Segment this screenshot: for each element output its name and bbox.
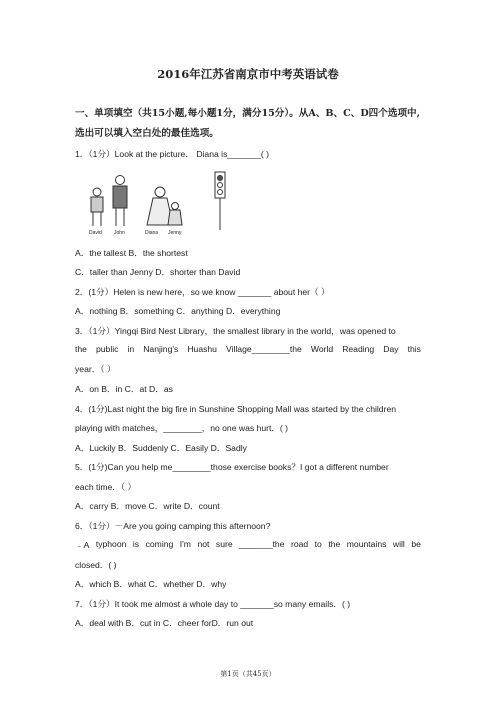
label-john: John — [114, 230, 125, 236]
word: in — [127, 344, 135, 354]
q6-options: A．which B．what C．whether D．why — [75, 579, 227, 589]
word: this — [407, 344, 421, 354]
word: Nanjing's — [143, 344, 179, 354]
word: be — [411, 539, 421, 549]
q2-stem: 2．(1分）Helen is new here，so we know _______ about her（ ） — [75, 287, 330, 297]
q4-options: A．Luckily B．Suddenly C．Easily D．Sadly — [75, 443, 247, 453]
word: _______the — [239, 539, 285, 549]
word: Village________the — [226, 344, 302, 354]
q7-stem: 7．（1分）It took me almost a whole day to _______so many emails．( ) — [75, 599, 351, 609]
q6-stem: 6．（1分）－Are you going camping this afternoon? — [75, 521, 271, 531]
q5-options: A．carry B．move C．write D．count — [75, 501, 220, 511]
q5-line1: 5．(1分)Can you help me________those exercise books？I got a different number — [75, 462, 389, 472]
word: typhoon — [95, 539, 127, 549]
q4-line1: 4．(1分)Last night the big fire in Sunshine Shopping Mall was started by the children — [75, 404, 397, 414]
word: the — [75, 344, 87, 354]
q3-line3: year．（ ） — [75, 364, 116, 374]
word: to — [314, 539, 322, 549]
q1-picture — [75, 170, 265, 240]
word: road — [290, 539, 309, 549]
q3-options: A．on B．in C．at D．as — [75, 384, 173, 394]
q3-line1: 3．（1分）Yingqi Bird Nest Library，the smallest library in the world，was opened to — [75, 326, 396, 336]
q2-options: A．nothing B．something C．anything D．everything — [75, 306, 281, 316]
page-footer: 第1页（共45页） — [220, 670, 276, 678]
q1-stem: 1．（1分）Look at the picture． Diana is_______( ) — [75, 149, 269, 159]
word: World — [310, 344, 334, 354]
q7-options: A．deal with B．cut in C．cheer forD．run out — [75, 618, 254, 628]
q3-line2 — [75, 344, 421, 354]
q6-line2 — [75, 539, 421, 551]
word: sure — [215, 539, 233, 549]
q1-options-cd: C．taller than Jenny D．shorter than David — [75, 267, 241, 277]
word: will — [392, 539, 405, 549]
word: Huashu — [187, 344, 217, 354]
word: not — [197, 539, 210, 549]
word: the — [328, 539, 341, 549]
word: Day — [383, 344, 399, 354]
page-title: 2016年江苏省南京市中考英语试卷 — [157, 67, 339, 81]
label-david: David — [89, 230, 102, 236]
q6-line3: closed．( ) — [75, 560, 117, 570]
q1-options-ab: A．the tallest B．the shortest — [75, 248, 188, 258]
word: coming — [145, 539, 174, 549]
label-diana: Diana — [145, 230, 159, 236]
q4-line2: playing with matches，________，no one was hurt．( ) — [75, 423, 289, 433]
label-jenny: Jenny — [168, 230, 182, 236]
word: is — [132, 539, 140, 549]
section-heading: 一、单项填空（共15小题,每小题1分，满分15分）。从A、B、C、D四个选项中,选出可以填入空白处的最佳选项。 — [75, 108, 420, 139]
q5-line2: each time．（ ） — [75, 482, 137, 492]
word: I'm — [179, 539, 191, 549]
word: ﹣A — [75, 540, 90, 550]
word: Reading — [342, 344, 375, 354]
word: public — [95, 344, 119, 354]
word: mountains — [346, 539, 387, 549]
